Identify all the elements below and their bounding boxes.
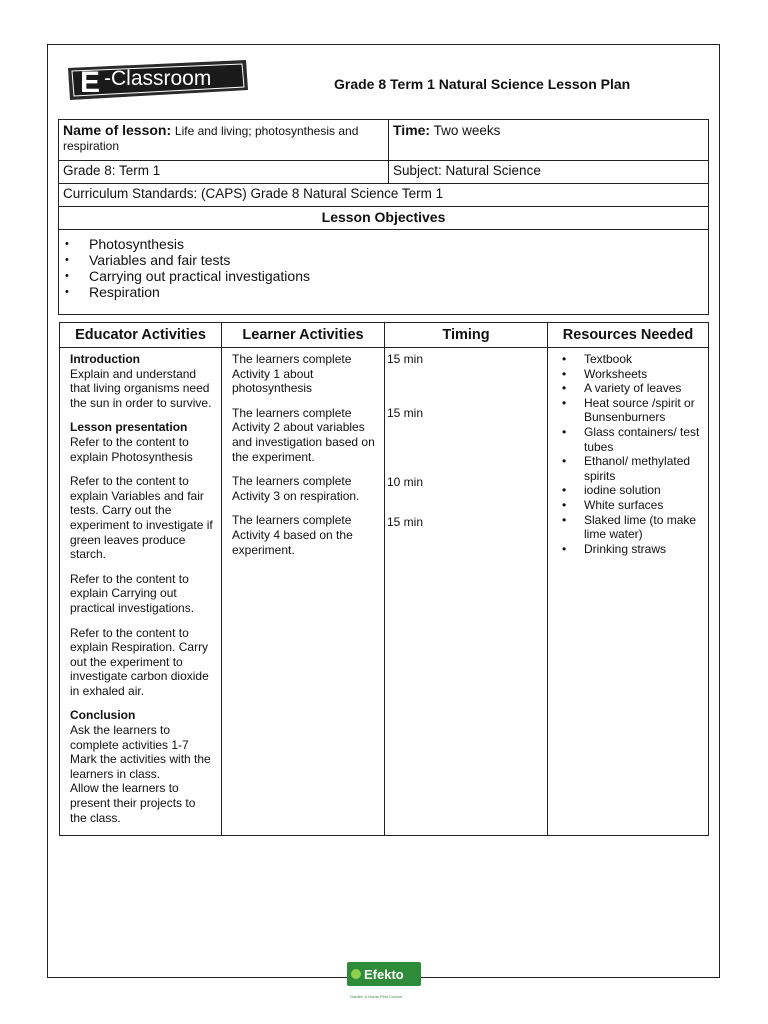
- timing-cell: [385, 348, 548, 836]
- conclusion-title: Conclusion: [70, 708, 136, 723]
- educator-p4: Refer to the content to explain Respiration. Carry out the experiment to investigate carbon dioxide in exhaled air.: [70, 625, 209, 698]
- time-label: Time:: [393, 122, 431, 138]
- header-resources: Resources Needed: [548, 323, 709, 348]
- timing-value: 10 min: [387, 475, 424, 489]
- resource-item: • A variety of leaves: [584, 381, 702, 396]
- intro-title: Introduction: [70, 352, 140, 366]
- educator-cell: [60, 348, 222, 836]
- resource-item: • Ethanol/ methylated spirits: [584, 454, 702, 483]
- svg-text:-Classroom: -Classroom: [104, 67, 212, 90]
- curriculum-cell: Curriculum Standards: (CAPS) Grade 8 Natural Science Term 1: [59, 184, 709, 207]
- brand-text: Efekto: [364, 967, 404, 982]
- objective-item: • Variables and fair tests: [89, 252, 704, 268]
- lesson-name-value: Life and living; photosynthesis and respiration: [63, 124, 359, 153]
- resource-item: • iodine solution: [584, 483, 702, 498]
- timing-value: 15 min: [387, 352, 424, 366]
- header-educator: Educator Activities: [60, 323, 222, 348]
- objective-item: • Carrying out practical investigations: [89, 268, 704, 284]
- header-learner: Learner Activities: [222, 323, 385, 348]
- timing-value: 15 min: [387, 515, 424, 529]
- resource-item: • Drinking straws: [584, 542, 702, 557]
- learner-activity: The learners complete Activity 2 about variables and investigation based on the experiment.: [232, 405, 375, 464]
- learner-activity: The learners complete Activity 3 on respiration.: [232, 474, 360, 503]
- timing-value: 15 min: [387, 406, 424, 420]
- resource-item: • White surfaces: [584, 498, 702, 513]
- resource-item: • Textbook: [584, 352, 702, 367]
- learner-activity: The learners complete Activity 1 about photosynthesis: [232, 352, 352, 396]
- resources-cell: [548, 348, 709, 836]
- conclusion-2: Mark the activities with the learners in class.: [70, 752, 211, 781]
- resource-item: • Glass containers/ test tubes: [584, 425, 702, 454]
- resource-item: • Slaked lime (to make lime water): [584, 513, 702, 542]
- learner-activity: The learners complete Activity 4 based on the experiment.: [232, 513, 353, 557]
- learner-cell: [222, 348, 385, 836]
- footer-tagline: Garden & Home Pest Control: [350, 994, 403, 999]
- lesson-name-cell: [59, 120, 389, 161]
- intro-text: Explain and understand that living organisms need the sun in order to survive.: [70, 366, 212, 410]
- objective-item: • Respiration: [89, 284, 704, 300]
- conclusion-1: Ask the learners to complete activities 1-7: [70, 723, 189, 752]
- time-value: Two weeks: [433, 123, 501, 138]
- efekto-logo: [347, 962, 421, 990]
- presentation-text: Refer to the content to explain Photosynthesis: [70, 434, 193, 464]
- objectives-heading: Lesson Objectives: [59, 207, 709, 230]
- page-title: Grade 8 Term 1 Natural Science Lesson Plan: [334, 76, 631, 92]
- activities-table: [59, 322, 709, 836]
- subject-cell: Subject: Natural Science: [389, 161, 709, 184]
- eclassroom-logo: [62, 58, 250, 102]
- resources-list: [558, 352, 702, 556]
- conclusion-3: Allow the learners to present their projects to the class.: [70, 781, 196, 825]
- resource-item: • Heat source /spirit or Bunsenburners: [584, 396, 702, 425]
- lesson-name-label: Name of lesson:: [63, 122, 172, 138]
- educator-p2: Refer to the content to explain Variables and fair tests. Carry out the experiment to investigate if green leaves produce starch.: [70, 474, 213, 562]
- objective-item: • Photosynthesis: [89, 236, 704, 252]
- resource-item: • Worksheets: [584, 367, 702, 382]
- lesson-info-table: [58, 119, 709, 315]
- presentation-title: Lesson presentation: [70, 420, 188, 435]
- time-cell: [389, 120, 709, 161]
- svg-text:E: E: [80, 66, 101, 99]
- grade-cell: Grade 8: Term 1: [59, 161, 389, 184]
- header-timing: Timing: [385, 323, 548, 348]
- objectives-cell: [59, 230, 709, 315]
- educator-p3: Refer to the content to explain Carrying out practical investigations.: [70, 571, 195, 615]
- objectives-list: [63, 232, 704, 306]
